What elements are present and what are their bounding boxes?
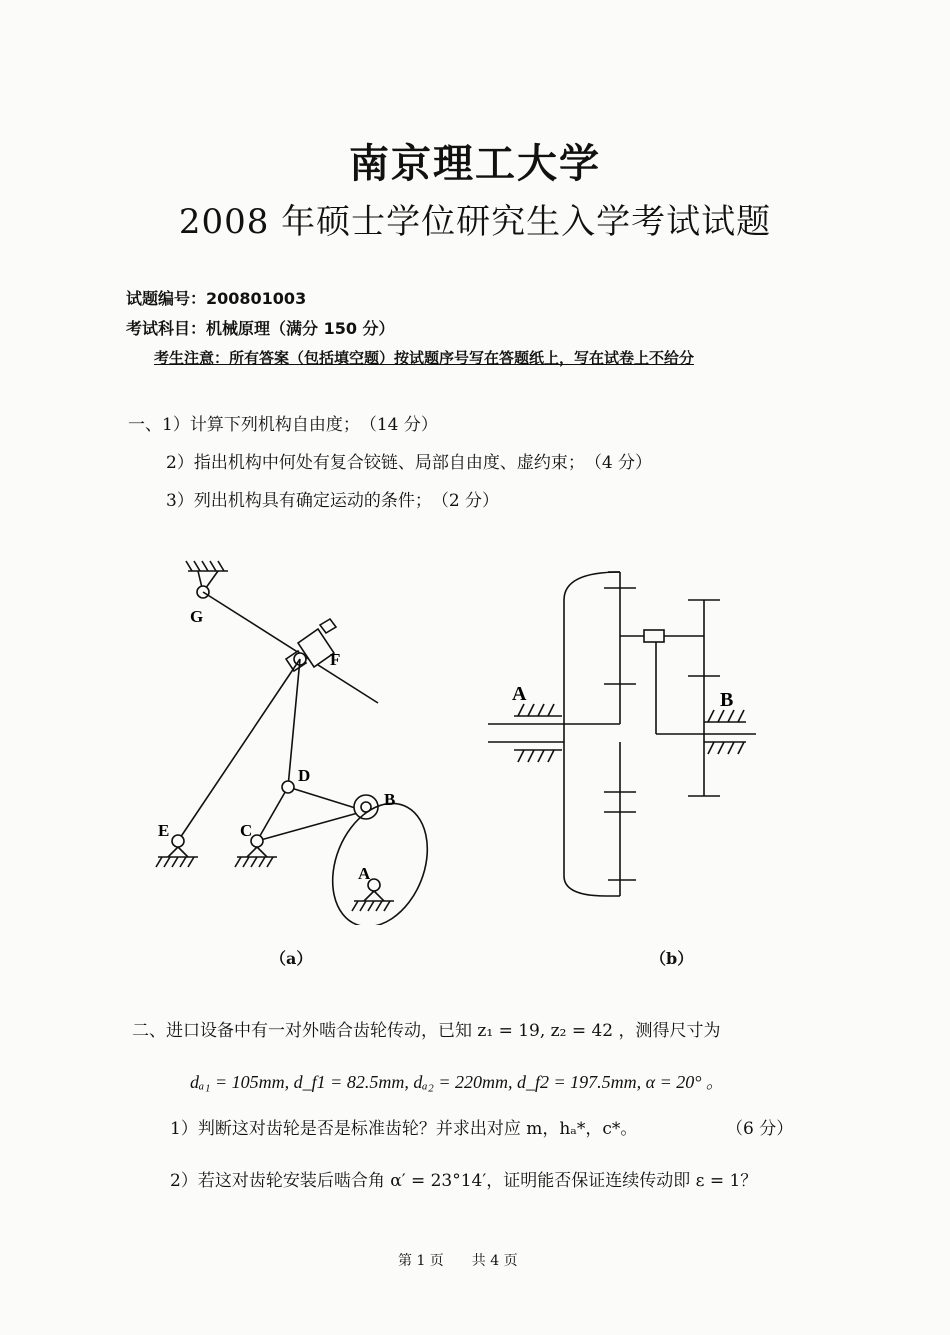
exam-notice: 考生注意：所有答案（包括填空题）按试题序号写在答题纸上，写在试卷上不给分	[154, 349, 695, 367]
label-a: A	[358, 864, 371, 883]
q2-sub2: 2）若这对齿轮安装后啮合角 α′ = 23°14′，证明能否保证连续传动即 ε = 1？	[170, 1171, 758, 1191]
exam-subject: 考试科目：机械原理（满分 150 分）	[126, 319, 395, 338]
label-b: B	[384, 790, 396, 809]
exam-title: 2008 年硕士学位研究生入学考试试题	[178, 202, 772, 242]
q2-intro: 二、进口设备中有一对外啮合齿轮传动，已知 z₁ = 19, z₂ = 42 ，测得尺寸为	[132, 1021, 721, 1041]
q2-sub1: 1）判断这对齿轮是否是标准齿轮？并求出对应 m，hₐ*，c*。	[170, 1119, 638, 1139]
q1-line1: 一、1）计算下列机构自由度； （14 分）	[128, 415, 438, 435]
figure-b-caption: （b）	[650, 949, 694, 968]
label-f: F	[330, 650, 341, 669]
q2-sub1-score: （6 分）	[726, 1119, 794, 1139]
label-e: E	[158, 821, 170, 840]
figure-b-gear-train	[484, 560, 774, 900]
label-c: C	[240, 821, 253, 840]
exam-code: 试题编号：200801003	[126, 289, 307, 308]
label-b-b: B	[720, 689, 734, 711]
university-title: 南京理工大学	[349, 140, 601, 187]
label-d: D	[298, 766, 311, 785]
q1-line3: 3）列出机构具有确定运动的条件； （2 分）	[166, 491, 500, 511]
q2-given: dₐ₁ = 105mm, d_f1 = 82.5mm, dₐ₂ = 220mm, d_f2 = 197.5mm, α = 20° 。	[190, 1072, 724, 1092]
figure-a-caption: （a）	[270, 949, 313, 968]
page-footer: 第 1 页 共 4 页	[398, 1253, 518, 1269]
label-g: G	[190, 607, 204, 626]
figure-a-linkage	[140, 555, 440, 925]
q1-line2: 2）指出机构中何处有复合铰链、局部自由度、虚约束； （4 分）	[166, 453, 653, 473]
label-b-a: A	[512, 683, 527, 705]
